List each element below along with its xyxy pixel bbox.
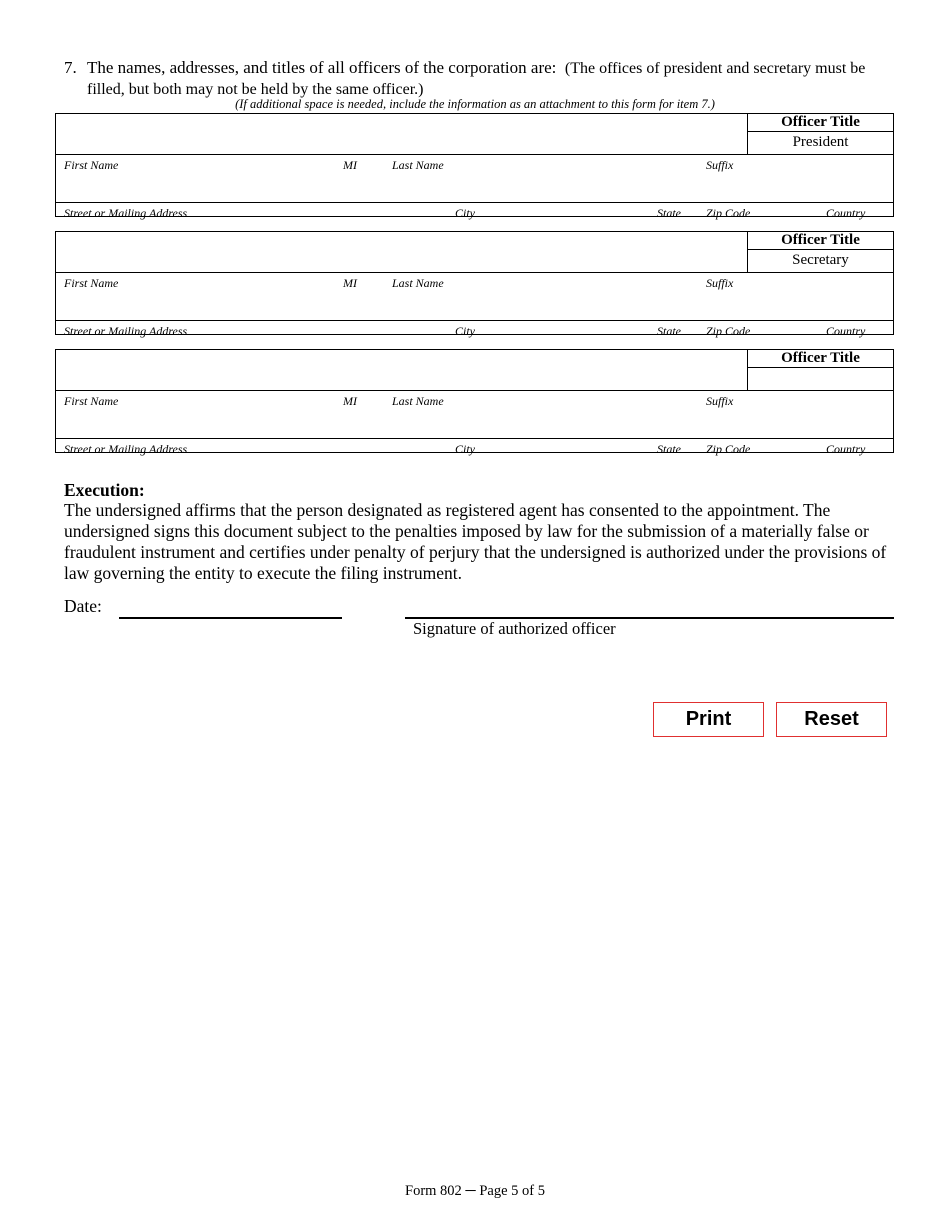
name-row-divider [55, 272, 894, 273]
address-row-divider [55, 320, 894, 321]
date-label: Date: [64, 596, 102, 616]
label-city: City [455, 324, 475, 338]
label-suffix: Suffix [706, 158, 734, 172]
execution-heading: Execution: [64, 480, 145, 500]
date-field[interactable] [119, 617, 342, 619]
label-street: Street or Mailing Address [64, 442, 188, 456]
label-mi: MI [343, 158, 357, 172]
signature-label: Signature of authorized officer [413, 619, 616, 638]
label-zip: Zip Code [706, 206, 751, 220]
officer-title-field[interactable] [747, 368, 894, 389]
reset-button[interactable]: Reset [776, 702, 887, 737]
page-footer: Form 802 ─ Page 5 of 5 [405, 1183, 545, 1199]
label-city: City [455, 206, 475, 220]
label-zip: Zip Code [706, 324, 751, 338]
label-last-name: Last Name [392, 158, 444, 172]
officer-name-field[interactable] [59, 235, 743, 269]
label-last-name: Last Name [392, 276, 444, 290]
officer-title-heading: Officer Title [781, 232, 860, 248]
label-state: State [657, 324, 681, 338]
officer-title-heading: Officer Title [781, 114, 860, 130]
officer-title-field[interactable] [747, 250, 894, 271]
label-last-name: Last Name [392, 394, 444, 408]
officer-block [55, 231, 894, 338]
label-zip: Zip Code [706, 442, 751, 456]
label-first-name: First Name [64, 394, 119, 408]
officer-name-field[interactable] [59, 353, 743, 387]
officer-name-field[interactable] [59, 117, 743, 151]
address-row-divider [55, 438, 894, 439]
label-country: Country [826, 206, 866, 220]
label-suffix: Suffix [706, 276, 734, 290]
officer-address-field[interactable] [59, 409, 889, 437]
label-mi: MI [343, 394, 357, 408]
item-7-paren-text: (The offices of president and secretary must be filled, but both may not be held by the same officer.) [87, 60, 866, 98]
label-first-name: First Name [64, 158, 119, 172]
item-7-text [87, 58, 897, 100]
officer-block [55, 113, 894, 220]
label-state: State [657, 206, 681, 220]
item-7-main-text: The names, addresses, and titles of all officers of the corporation are: [87, 58, 557, 77]
item-number: 7. [64, 58, 77, 77]
label-suffix: Suffix [706, 394, 734, 408]
label-city: City [455, 442, 475, 456]
label-mi: MI [343, 276, 357, 290]
label-state: State [657, 442, 681, 456]
attachment-note: (If additional space is needed, include the information as an attachment to this form for item 7.) [235, 97, 715, 111]
officer-title-heading: Officer Title [781, 350, 860, 366]
label-country: Country [826, 442, 866, 456]
name-row-divider [55, 154, 894, 155]
execution-statement: The undersigned affirms that the person designated as registered agent has consented to the appointment. The undersigned signs this document subject to the penalties imposed by law for the submission of a materially false or fraudulent instrument and certifies under penalty of perjury that the undersigned is authorized under the provisions of law governing the entity to execute the filing instrument. [64, 500, 887, 583]
label-street: Street or Mailing Address [64, 206, 188, 220]
officer-address-field[interactable] [59, 173, 889, 201]
officer-title-field[interactable] [747, 132, 894, 153]
address-row-divider [55, 202, 894, 203]
print-button[interactable]: Print [653, 702, 764, 737]
name-row-divider [55, 390, 894, 391]
label-first-name: First Name [64, 276, 119, 290]
label-street: Street or Mailing Address [64, 324, 188, 338]
label-country: Country [826, 324, 866, 338]
officer-block [55, 349, 894, 456]
officer-address-field[interactable] [59, 291, 889, 319]
